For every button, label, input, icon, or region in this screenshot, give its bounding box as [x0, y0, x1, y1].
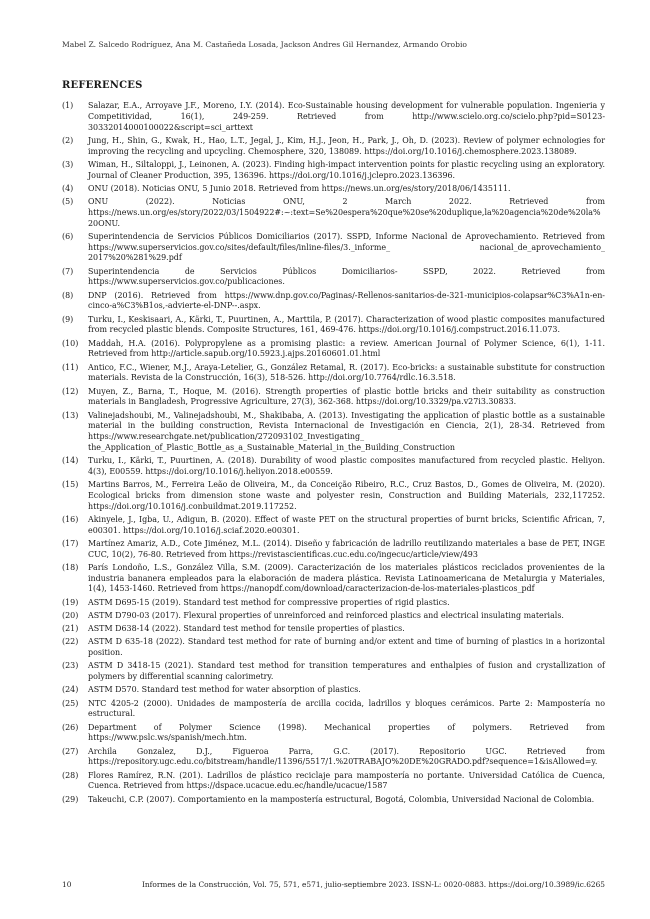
reference-item: [62, 795, 605, 806]
reference-number: (3): [62, 159, 74, 169]
reference-number: (7): [62, 266, 74, 276]
reference-number: (21): [62, 624, 79, 633]
reference-number: (2): [62, 135, 74, 145]
reference-item: [62, 539, 605, 561]
reference-text: Flores Ramírez, R.N. (201). Ladrillos de plástico reciclaje para mampostería no portante. Universidad Católica de Cuenca, Cuenca. Retrieved from https://dspace.ucacue.edu.ec/handle/ucacue/1587: [88, 770, 605, 791]
reference-number: (18): [62, 562, 79, 572]
running-header: Mabel Z. Salcedo Rodríguez, Ana M. Castañeda Losada, Jackson Andres Gil Hernandez, Armando Orobio: [62, 40, 467, 49]
reference-number: (4): [62, 183, 74, 193]
reference-number: (13): [62, 410, 79, 420]
reference-text: Superintendencia de Servicios Públicos Domiciliarios (2017). SSPD, Informe Nacional de Aprovechamiento. Retrieved from https://www.superservicios.gov.co/sites/default/files/inline-files/3._informe_ nacional_de_aprovechamiento_ 2017%20%281%29.pdf: [88, 231, 605, 263]
reference-number: (16): [62, 514, 79, 524]
reference-number: (1): [62, 101, 74, 110]
reference-item: [62, 723, 605, 745]
reference-number: (11): [62, 362, 79, 372]
reference-number: (24): [62, 685, 79, 695]
reference-list: [62, 101, 605, 808]
section-title: REFERENCES: [62, 80, 143, 91]
reference-text: ASTM D 3418-15 (2021). Standard test method for transition temperatures and enthalpies of fusion and crystallization of polymers by differential scanning calorimetry.: [88, 661, 605, 681]
page-number: 10: [62, 880, 72, 889]
reference-text: Maddah, H.A. (2016). Polypropylene as a promising plastic: a review. American Journal of Polymer Science, 6(1), 1-11. Retrieved from http://article.sapub.org/10.5923.j.ajps.20160601.01.html: [88, 338, 605, 359]
reference-item: [62, 480, 605, 512]
reference-number: (25): [62, 698, 79, 708]
reference-text: ONU (2022). Noticias ONU, 2 March 2022. Retrieved from https://news.un.org/es/story/2022/03/1504922#:~:text=Se%20espera%20que%20se%20duplique,la%20agencia%20de%20la%20ONU.: [88, 197, 605, 228]
reference-number: (8): [62, 290, 74, 300]
reference-number: (17): [62, 538, 79, 548]
reference-text: Salazar, E.A., Arroyave J.F., Moreno, I.Y. (2014). Eco-Sustainable housing development for vulnerable population. Ingenieria y Competitividad, 16(1), 249-259. Retrieved from http://www.scielo.org.co/scielo.php?pid=S0123-30332014000100022&script=sci_arttext: [88, 101, 605, 132]
reference-number: (19): [62, 597, 79, 607]
reference-item: [62, 315, 605, 337]
reference-item: [62, 232, 605, 264]
reference-number: (29): [62, 794, 79, 804]
reference-number: (10): [62, 338, 79, 348]
reference-item: [62, 197, 605, 229]
reference-item: [62, 598, 605, 609]
journal-citation: Informes de la Construcción, Vol. 75, 571, e571, julio-septiembre 2023. ISSN-L: 0020-0883. https://doi.org/10.3989/ic.6265: [142, 880, 605, 889]
reference-number: (27): [62, 746, 79, 756]
reference-number: (20): [62, 610, 79, 620]
reference-number: (5): [62, 197, 74, 206]
reference-number: (26): [62, 722, 79, 732]
reference-item: [62, 267, 605, 289]
reference-text: ASTM D695-15 (2019). Standard test method for compressive properties of rigid plastics.: [88, 597, 450, 607]
reference-text: ASTM D 635-18 (2022). Standard test method for rate of burning and/or extent and time of burning of plastics in a horizontal position.: [88, 637, 605, 657]
reference-text: ONU (2018). Noticias ONU, 5 Junio 2018. Retrieved from https://news.un.org/es/story/2018/06/1435111.: [88, 183, 511, 193]
reference-item: [62, 685, 605, 696]
reference-item: [62, 699, 605, 721]
reference-number: (9): [62, 314, 74, 324]
reference-text: ASTM D638-14 (2022). Standard test method for tensile properties of plastics.: [88, 624, 405, 633]
reference-text: Turku, I., Keskisaari, A., Kärki, T., Puurtinen, A., Marttila, P. (2017). Characterization of wood plastic composites manufactured from recycled plastic blends. Composite Structures, 161, 469-476. https://doi.org/10.1016/j.compstruct.2016.11.073.: [88, 314, 605, 335]
reference-text: ASTM D790-03 (2017). Flexural properties of unreinforced and reinforced plastics and electrical insulating materials.: [88, 610, 564, 620]
reference-text: Antico, F.C., Wiener, M.J., Araya-Letelier, G., González Retamal, R. (2017). Eco-bricks: a sustainable substitute for construction materials. Revista de la Construcción, 16(3), 518-526. http://doi.org/10.7764/rdlc.16.3.518.: [88, 362, 605, 383]
reference-item: [62, 136, 605, 158]
reference-item: [62, 101, 605, 133]
reference-item: [62, 411, 605, 454]
reference-number: (28): [62, 770, 79, 780]
reference-item: [62, 291, 605, 313]
reference-item: [62, 771, 605, 793]
reference-text: Akinyele, J., Igba, U., Adigun, B. (2020). Effect of waste PET on the structural properties of burnt bricks, Scientific African, 7, e00301. https://doi.org/10.1016/j.sciaf.2020.e00301.: [88, 514, 605, 535]
reference-text: DNP (2016). Retrieved from https://www.dnp.gov.co/Paginas/-Rellenos-sanitarios-de-321-municipios-colapsar%C3%A1n-en-cinco-a%C3%B1os,-advierte-el-DNP--.aspx.: [88, 290, 605, 311]
reference-text: París Londoño, L.S., González Villa, S.M. (2009). Caracterización de los materiales plásticos reciclados provenientes de la industria bananera empleados para la elaboración de madera plástica. Revista Latinoamericana de Metalurgia y Materiales, 1(4), 1453-1460. Retrieved from https://nanopdf.com/download/caracterizacion-de-los-materiales-plasticos_pdf: [88, 562, 605, 594]
reference-text: Martínez Amariz, A.D., Cote Jiménez, M.L. (2014). Diseño y fabricación de ladrillo reutilizando materiales a base de PET, INGE CUC, 10(2), 76-80. Retrieved from https://revistascientificas.cuc.edu.co/ingecuc/article/view/493: [88, 538, 605, 559]
reference-text: Martins Barros, M., Ferreira Leão de Oliveira, M., da Conceição Ribeiro, R.C., Cruz Bastos, D., Gomes de Oliveira, M. (2020). Ecological bricks from dimension stone waste and polyester resin, Construction and Building Materials, 232,117252. https://doi.org/10.1016/j.conbuildmat.2019.117252.: [88, 480, 605, 511]
reference-item: [62, 661, 605, 683]
reference-text: ASTM D570. Standard test method for water absorption of plastics.: [88, 685, 361, 695]
reference-item: [62, 184, 605, 195]
reference-item: [62, 160, 605, 182]
reference-number: (15): [62, 480, 79, 489]
reference-number: (22): [62, 637, 79, 647]
reference-number: (14): [62, 456, 79, 465]
reference-item: [62, 563, 605, 595]
reference-text: NTC 4205-2 (2000). Unidades de mampostería de arcilla cocida, ladrillos y bloques cerámicos. Parte 2: Mampostería no estructural.: [88, 698, 605, 719]
reference-text: Archila Gonzalez, D.J., Figueroa Parra, G.C. (2017). Repositorio UGC. Retrieved from https://repository.ugc.edu.co/bitstream/handle/11396/5517/1.%20TRABAJO%20DE%20GRADO.pdf?sequence=1&isAllowed=y.: [88, 746, 605, 767]
reference-text: Jung, H., Shin, G., Kwak, H., Hao, L.T., Jegal, J., Kim, H.J., Jeon, H., Park, J., Oh, D. (2023). Review of polymer echnologies for improving the recycling and upcycling. Chemosphere, 320, 138089. https://doi.org/10.1016/j.chemosphere.2023.138089.: [88, 135, 605, 156]
reference-text: Department of Polymer Science (1998). Mechanical properties of polymers. Retrieved from https://www.pslc.ws/spanish/mech.htm.: [88, 722, 605, 743]
reference-text: Valinejadshoubi, M., Valinejadshoubi, M., Shakibaba, A. (2013). Investigating the application of plastic bottle as a sustainable material in the building construction, Revista Internacional de Investigación en Ciencia, 2(1), 28-34. Retrieved from https://www.researchgate.net/publication/272093102_Investigating_ the_Application_of_Plastic_Bottle_as_a_Sustainable_Material_in_the_Building_Construction: [88, 410, 605, 452]
reference-item: [62, 611, 605, 622]
reference-item: [62, 624, 605, 635]
reference-item: [62, 456, 605, 478]
reference-number: (12): [62, 386, 79, 396]
reference-text: Turku, I., Kärki, T., Puurtinen, A. (2018). Durability of wood plastic composites manufactured from recycled plastic. Heliyon. 4(3), E00559. https://doi.org/10.1016/j.heliyon.2018.e00559.: [88, 456, 605, 476]
reference-item: [62, 637, 605, 659]
reference-number: (23): [62, 661, 79, 671]
reference-text: Wiman, H., Siltaloppi, J., Leinonen, A. (2023). Finding high-impact intervention points for plastic recycling using an exploratory. Journal of Cleaner Production, 395, 136396. https://doi.org/10.1016/j.jclepro.2023.136396.: [88, 159, 605, 180]
reference-text: Muyen, Z., Barna, T., Hoque, M. (2016). Strength properties of plastic bottle bricks and their suitability as construction materials in Bangladesh, Progressive Agriculture, 27(3), 362-368. https://doi.org/10.3329/pa.v27i3.30833.: [88, 386, 605, 407]
reference-number: (6): [62, 231, 74, 241]
reference-item: [62, 387, 605, 409]
reference-item: [62, 747, 605, 769]
reference-text: Takeuchi, C.P. (2007). Comportamiento en la mampostería estructural, Bogotá, Colombia, Universidad Nacional de Colombia.: [88, 794, 595, 804]
reference-text: Superintendencia de Servicios Públicos Domiciliarios- SSPD, 2022. Retrieved from https://www.superservicios.gov.co/publicaciones.: [88, 266, 605, 287]
reference-item: [62, 363, 605, 385]
reference-item: [62, 339, 605, 361]
reference-item: [62, 515, 605, 537]
